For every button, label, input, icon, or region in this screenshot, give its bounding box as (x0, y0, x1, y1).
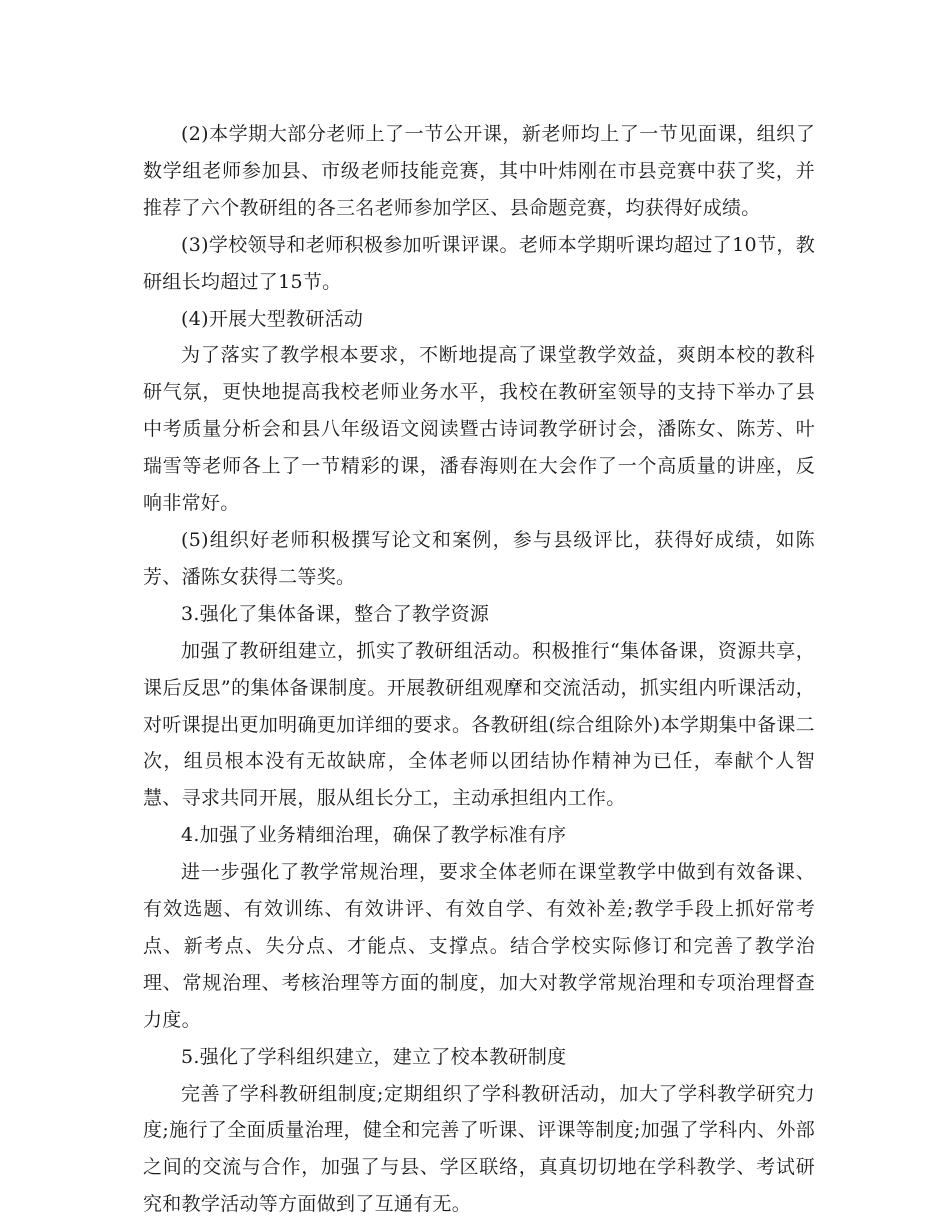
paragraph-collective-lesson-prep: 加强了教研组建立，抓实了教研组活动。积极推行“集体备课，资源共享，课后反思”的集体备课制度。开展教研组观摩和交流活动，抓实组内听课活动，对听课提出更加明确更加详细的要求。各教研组(综合组除外)本学期集中备课二次，组员根本没有无故缺席，全体老师以团结协作精神为已任，奉献个人智慧、寻求共同开展，服从组长分工，主动承担组内工作。 (143, 639, 815, 810)
paragraph-subject-research-system: 完善了学科教研组制度;定期组织了学科教研活动，加大了学科教学研究力度;施行了全面质量治理，健全和完善了听课、评课等制度;加强了学科内、外部之间的交流与合作，加强了与县、学区联络，真真切切地在学科教学、考试研究和教学活动等方面做到了互通有无。 (143, 1082, 815, 1216)
document-body (143, 116, 815, 1223)
paragraph-routine-management: 进一步强化了教学常规治理，要求全体老师在课堂教学中做到有效备课、有效选题、有效训练、有效讲评、有效自学、有效补差;教学手段上抓好常考点、新考点、失分点、才能点、支撑点。结合学校实际修订和完善了教学治理、常规治理、考核治理等方面的制度，加大对教学常规治理和专项治理督查力度。 (143, 861, 815, 1031)
section-heading-fine-management: 4.加强了业务精细治理，确保了教学标准有序 (181, 824, 567, 847)
paragraph-county-seminars: 为了落实了教学根本要求，不断地提高了课堂教学效益，爽朗本校的教科研气氛，更快地提高我校老师业务水平，我校在教研室领导的支持下举办了县中考质量分析会和县八年级语文阅读暨古诗词教学研讨会，潘陈女、陈芳、叶瑞雪等老师各上了一节精彩的课，潘春海则在大会作了一个高质量的讲座，反响非常好。 (143, 344, 815, 515)
paragraph-open-classes: (2)本学期大部分老师上了一节公开课，新老师均上了一节见面课，组织了数学组老师参加县、市级老师技能竞赛，其中叶炜刚在市县竞赛中获了奖，并推荐了六个教研组的各三名老师参加学区、县命题竞赛，均获得好成绩。 (143, 123, 815, 219)
section-heading-teaching-research-events: (4)开展大型教研活动 (181, 307, 364, 330)
section-heading-collective-lesson-prep: 3.强化了集体备课，整合了教学资源 (181, 602, 490, 625)
paragraph-papers-and-cases: (5)组织好老师积极撰写论文和案例，参与县级评比，获得好成绩，如陈芳、潘陈女获得二等奖。 (143, 528, 815, 588)
section-heading-subject-organization: 5.强化了学科组织建立，建立了校本教研制度 (181, 1045, 567, 1068)
paragraph-class-observation: (3)学校领导和老师积极参加听课评课。老师本学期听课均超过了10节，教研组长均超过了15节。 (143, 233, 815, 293)
